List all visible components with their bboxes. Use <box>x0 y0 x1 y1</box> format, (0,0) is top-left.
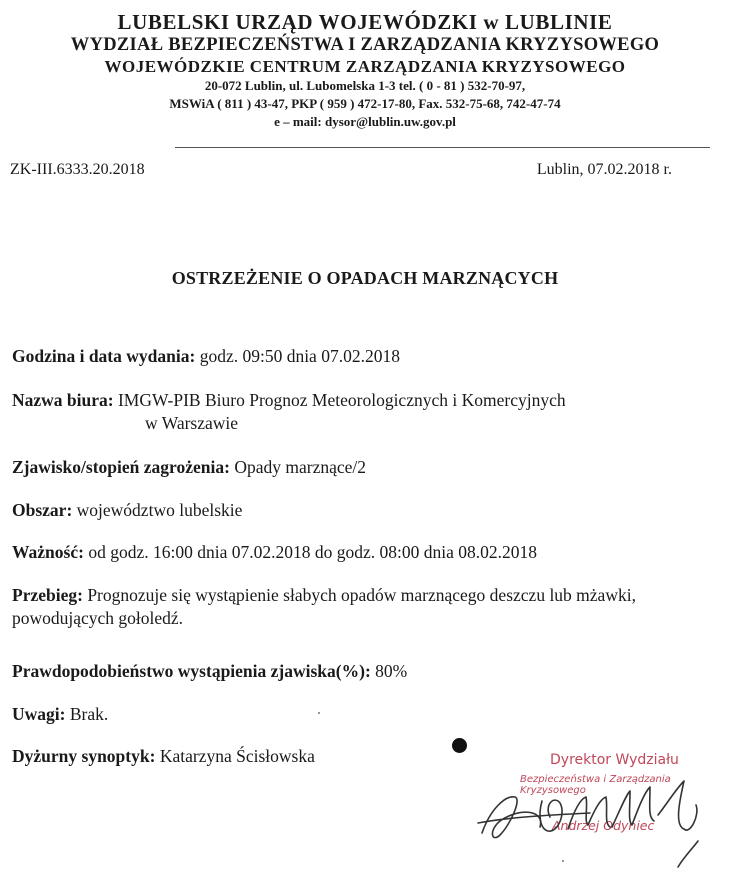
reference-number: ZK-III.6333.20.2018 <box>10 161 145 178</box>
field-label: Ważność: <box>12 542 84 562</box>
field-value: 80% <box>370 661 408 681</box>
field-remarks <box>12 703 712 726</box>
field-label: Nazwa biura: <box>12 390 114 410</box>
field-value: Katarzyna Ścisłowska <box>155 746 315 766</box>
field-value: godz. 09:50 dnia 07.02.2018 <box>195 346 400 366</box>
handwritten-signature <box>470 755 720 880</box>
stamp-department: Bezpieczeństwa i Zarządzania Kryzysowego <box>520 774 671 796</box>
letterhead-office: LUBELSKI URZĄD WOJEWÓDZKI w LUBLINIE <box>117 10 613 34</box>
field-label: Zjawisko/stopień zagrożenia: <box>12 457 230 477</box>
place-and-date: Lublin, 07.02.2018 r. <box>536 161 672 178</box>
field-value: Prognozuje się wystąpienie słabych opadów marznącego deszczu lub mżawki, powodujących gołoledź. <box>12 585 636 628</box>
letterhead <box>0 10 730 131</box>
field-label: Dyżurny synoptyk: <box>12 746 156 766</box>
field-label: Prawdopodobieństwo wystąpienia zjawiska(%): <box>12 661 371 681</box>
field-issued <box>12 345 712 368</box>
letterhead-phones: MSWiA ( 811 ) 43-47, PKP ( 959 ) 472-17-80, Fax. 532-75-68, 742-47-74 <box>169 96 561 111</box>
field-label: Uwagi: <box>12 704 66 724</box>
field-validity <box>12 541 712 564</box>
scan-speck <box>562 860 564 862</box>
letterhead-centre: WOJEWÓDZKIE CENTRUM ZARZĄDZANIA KRYZYSOWEGO <box>104 57 626 76</box>
ink-dot <box>452 738 467 753</box>
field-value: województwo lubelskie <box>72 500 243 520</box>
field-phenomenon <box>12 456 712 479</box>
scan-speck <box>318 712 320 714</box>
letterhead-department: WYDZIAŁ BEZPIECZEŃSTWA I ZARZĄDZANIA KRYZYSOWEGO <box>70 35 660 55</box>
field-label: Godzina i data wydania: <box>12 346 196 366</box>
letterhead-address: 20-072 Lublin, ul. Lubomelska 1-3 tel. ( 0 - 81 ) 532-70-97, <box>204 78 526 93</box>
field-label: Przebieg: <box>12 585 83 605</box>
letterhead-divider <box>175 147 710 148</box>
field-value: IMGW-PIB Biuro Prognoz Meteorologicznych i Komercyjnych <box>113 390 566 410</box>
document-title: OSTRZEŻENIE O OPADACH MARZNĄCYCH <box>171 268 559 288</box>
stamp-title: Dyrektor Wydziału <box>550 752 679 768</box>
stamp-name: Andrzej Odyniec <box>552 818 655 833</box>
field-office <box>12 389 712 435</box>
field-area <box>12 499 712 522</box>
field-value: Opady marznące/2 <box>229 457 366 477</box>
field-probability <box>12 660 712 683</box>
field-value: Brak. <box>65 704 109 724</box>
field-course <box>12 584 712 630</box>
field-value-continued: w Warszawie <box>145 413 239 433</box>
field-label: Obszar: <box>12 500 73 520</box>
field-value: od godz. 16:00 dnia 07.02.2018 do godz. 08:00 dnia 08.02.2018 <box>83 542 537 562</box>
letterhead-email: e – mail: dysor@lublin.uw.gov.pl <box>274 114 456 129</box>
